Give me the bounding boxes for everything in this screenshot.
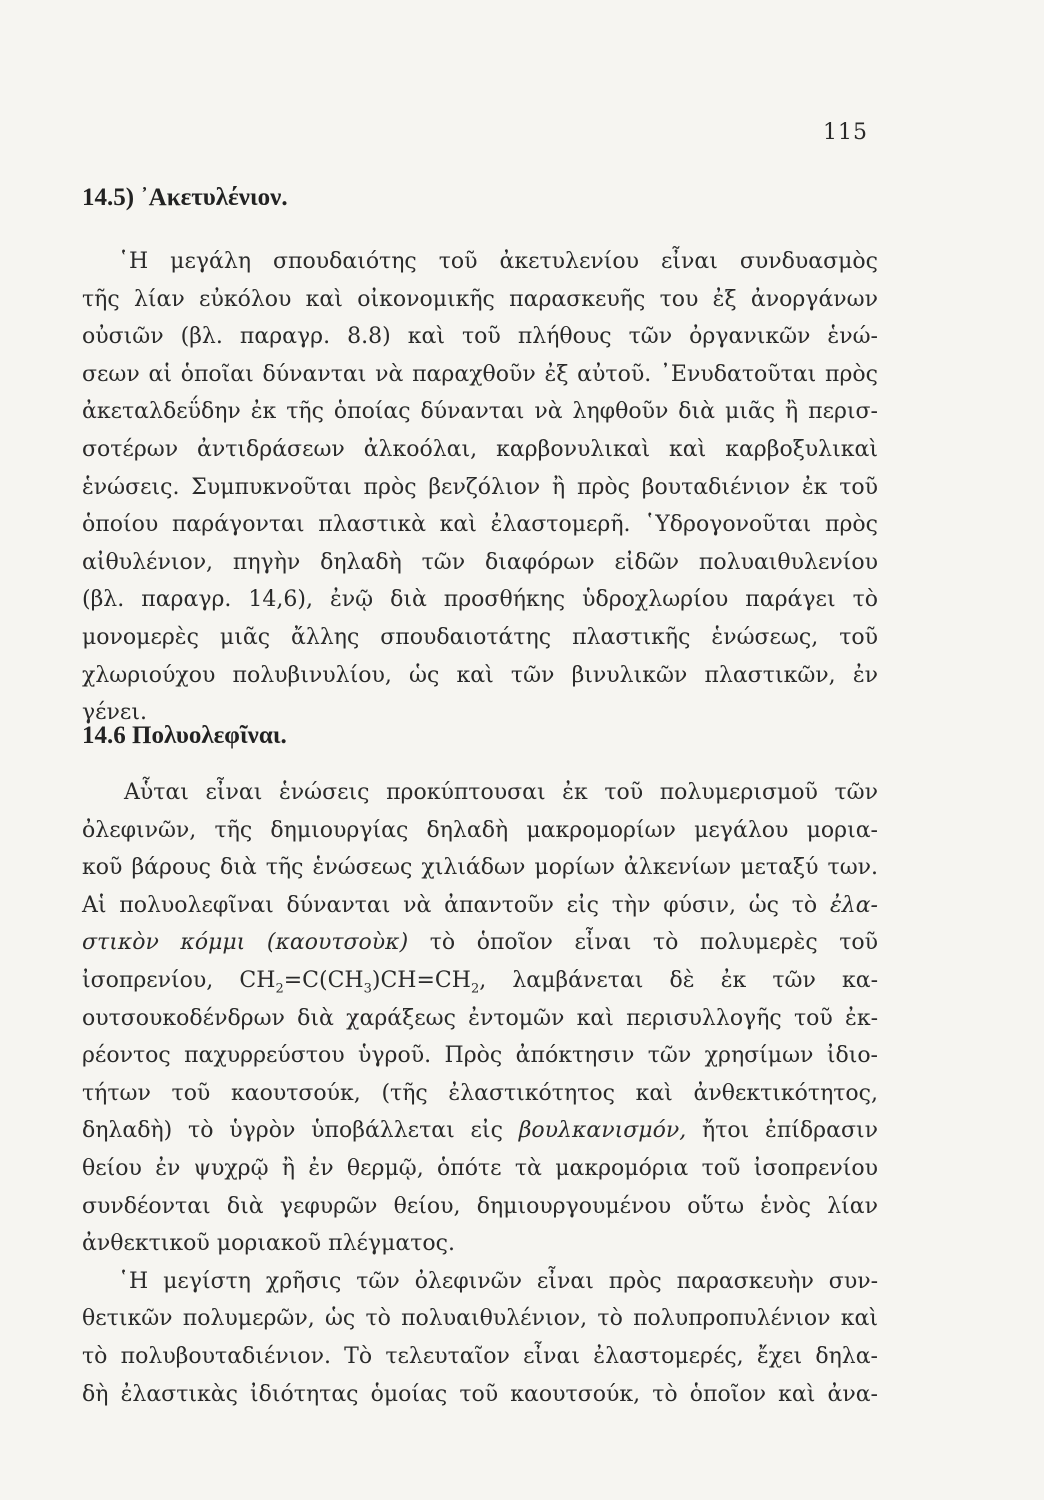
text-line: σεων αἱ ὁποῖαι δύνανται νὰ παραχθοῦν ἐξ αὐτοῦ. ᾿Ενυδατοῦται πρὸς bbox=[82, 361, 878, 387]
text-line: ἀκεταλδεΰδην ἐκ τῆς ὁποίας δύνανται νὰ ληφθοῦν διὰ μιᾶς ἢ περισ- bbox=[82, 399, 878, 425]
text-line: κοῦ βάρους διὰ τῆς ἑνώσεως χιλιάδων μορίων ἀλκενίων μεταξύ των. bbox=[82, 855, 878, 881]
text-line: ῾Η μεγίστη χρῆσις τῶν ὀλεφινῶν εἶναι πρὸς παρασκευὴν συν- bbox=[118, 1268, 878, 1294]
text-fragment: ἤτοι ἐπίδρασιν bbox=[702, 1118, 878, 1144]
text-line: (βλ. παραγρ. 14,6), ἐνῷ διὰ προσθήκης ὑδροχλωρίου παράγει τὸ bbox=[82, 587, 878, 613]
text-line: ἀνθεκτικοῦ μοριακοῦ πλέγματος. bbox=[82, 1231, 455, 1257]
text-line: Αὗται εἶναι ἑνώσεις προκύπτουσαι ἐκ τοῦ πολυμερισμοῦ τῶν bbox=[124, 780, 878, 805]
text-line: μονομερὲς μιᾶς ἄλλης σπουδαιοτάτης πλαστικῆς ἑνώσεως, τοῦ bbox=[82, 624, 878, 650]
text-line bbox=[82, 887, 878, 925]
text-line: ουτσουκοδένδρων διὰ χαράξεως ἐντομῶν καὶ περισυλλογῆς τοῦ ἐκ- bbox=[82, 1005, 878, 1031]
text-fragment: ἰσοπρενίου, bbox=[82, 967, 214, 993]
italic-term: στικὸν κόμμι (καουτσοὺκ) bbox=[82, 930, 409, 956]
text-line: αἰθυλένιον, πηγὴν δηλαδὴ τῶν διαφόρων εἰδῶν πολυαιθυλενίου bbox=[82, 549, 878, 575]
text-line: ρέοντος παχυρρεύστου ὑγροῦ. Πρὸς ἀπόκτησιν τῶν χρησίμων ἰδιο- bbox=[82, 1043, 878, 1069]
text-line: χλωριούχου πολυβινυλίου, ὡς καὶ τῶν βινυλικῶν πλαστικῶν, ἐν bbox=[82, 662, 878, 688]
text-line: δὴ ἐλαστικὰς ἰδιότητας ὁμοίας τοῦ καουτσούκ, τὸ ὁποῖον καὶ ἀνα- bbox=[82, 1381, 878, 1407]
text-line: θείου ἐν ψυχρῷ ἢ ἐν θερμῷ, ὁπότε τὰ μακρομόρια τοῦ ἰσοπρενίου bbox=[82, 1155, 878, 1181]
italic-term: βουλκανισμόν, bbox=[518, 1118, 687, 1144]
text-line: τὸ πολυβουταδιένιον. Τὸ τελευταῖον εἶναι ἐλαστομερές, ἔχει δηλα- bbox=[82, 1343, 878, 1369]
isoprene-formula: $CH_2=C(CH_3)CH=CH_2$ bbox=[239, 967, 480, 997]
text-line: θετικῶν πολυμερῶν, ὡς τὸ πολυαιθυλένιον, τὸ πολυπροπυλένιον καὶ bbox=[82, 1306, 878, 1332]
text-line: τήτων τοῦ καουτσούκ, (τῆς ἐλαστικότητος καὶ ἀνθεκτικότητος, bbox=[82, 1080, 878, 1106]
text-line: σοτέρων ἀντιδράσεων ἀλκοόλαι, καρβονυλικαὶ καὶ καρβοξυλικαὶ bbox=[82, 436, 878, 462]
page-number: 115 bbox=[823, 120, 868, 145]
italic-term: ἐλα- bbox=[829, 892, 878, 918]
text-line bbox=[82, 924, 878, 962]
text-fragment: τὸ ὁποῖον εἶναι τὸ πολυμερὲς τοῦ bbox=[429, 930, 878, 956]
text-line: ῾Η μεγάλη σπουδαιότης τοῦ ἀκετυλενίου εἶναι συνδυασμὸς bbox=[118, 249, 878, 274]
acetylene-paragraph bbox=[82, 243, 878, 732]
text-line bbox=[82, 1112, 878, 1150]
text-line: γένει. bbox=[82, 700, 147, 726]
section-heading-polyolefins: 14.6 Πολυολεφῖναι. bbox=[82, 722, 287, 749]
text-line bbox=[82, 962, 878, 1000]
text-line: συνδέονται διὰ γεφυρῶν θείου, δημιουργουμένου οὕτω ἑνὸς λίαν bbox=[82, 1193, 878, 1219]
section-heading-acetylene: 14.5) ᾿Ακετυλένιον. bbox=[82, 184, 288, 211]
text-line: οὐσιῶν (βλ. παραγρ. 8.8) καὶ τοῦ πλήθους τῶν ὀργανικῶν ἑνώ- bbox=[82, 324, 878, 350]
text-line: ὀλεφινῶν, τῆς δημιουργίας δηλαδὴ μακρομορίων μεγάλου μορια- bbox=[82, 817, 878, 843]
text-line: ἑνώσεις. Συμπυκνοῦται πρὸς βενζόλιον ἢ πρὸς βουταδιένιον ἐκ τοῦ bbox=[82, 474, 878, 500]
text-fragment: Αἱ πολυολεφῖναι δύνανται νὰ ἀπαντοῦν εἰς τὴν φύσιν, ὡς τὸ bbox=[82, 892, 818, 918]
text-fragment: δηλαδὴ) τὸ ὑγρὸν ὑποβάλλεται εἰς bbox=[82, 1118, 503, 1144]
polyolefins-paragraph-1 bbox=[82, 774, 878, 1413]
text-line: ὁποίου παράγονται πλαστικὰ καὶ ἐλαστομερῆ. ῾Υδρογονοῦται πρὸς bbox=[82, 512, 878, 538]
text-line: τῆς λίαν εὐκόλου καὶ οἰκονομικῆς παρασκευῆς του ἐξ ἀνοργάνων bbox=[82, 286, 878, 312]
text-fragment: , λαμβάνεται δὲ ἐκ τῶν κα- bbox=[479, 967, 879, 993]
